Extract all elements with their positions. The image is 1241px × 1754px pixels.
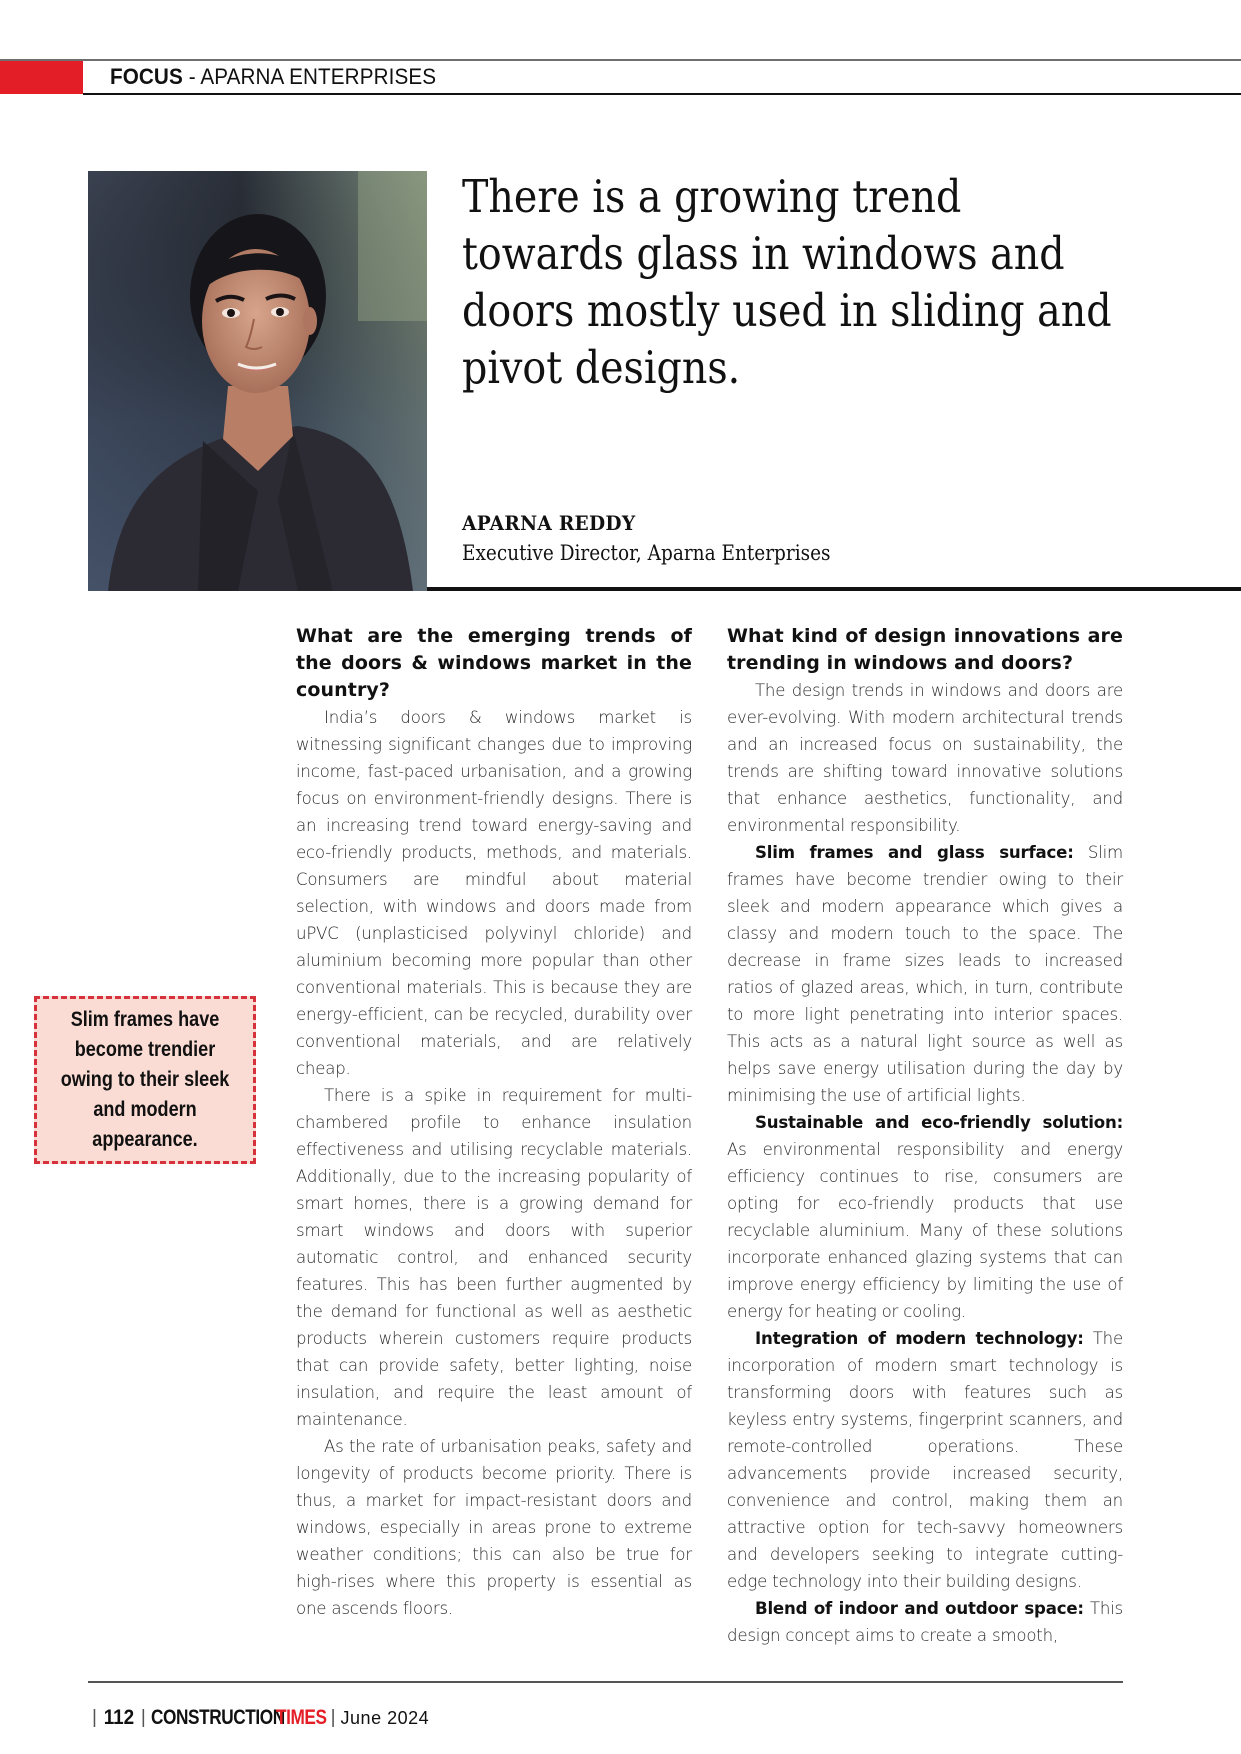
trend-item-text: This design concept aims to create a smooth, xyxy=(727,1599,1123,1645)
trend-item-lead: Sustainable and eco-friendly solution: xyxy=(755,1113,1123,1132)
header-top-rule xyxy=(0,59,1241,61)
footer-separator: | xyxy=(140,1707,146,1728)
question-heading: What kind of design innovations are trending in windows and doors? xyxy=(727,625,1123,674)
trend-item-text: As environmental responsibility and energy efficiency continues to rise, consumers are opting for eco-friendly products that use recyclable aluminium. Many of these solutions incorporate enhanced glazing systems that can improve energy efficiency by limiting the use of energy for heating or cooling. xyxy=(727,1140,1123,1321)
question-heading: What are the emerging trends of the doors & windows market in the country? xyxy=(296,625,692,701)
trend-item-lead: Blend of indoor and outdoor space: xyxy=(755,1599,1084,1618)
body-paragraph: The design trends in windows and doors are ever-evolving. With modern architectural trends and an increased focus on sustainability, the trends are shifting toward innovative solutions that enhance aesthetics, functionality, and environmental responsibility. xyxy=(727,681,1123,835)
issue-date: June 2024 xyxy=(340,1708,430,1728)
author-name: APARNA REDDY xyxy=(462,511,636,535)
page-number: 112 xyxy=(103,1706,135,1729)
section-label: FOCUS xyxy=(110,64,183,89)
section-separator: - xyxy=(182,64,201,89)
footer-rule xyxy=(88,1681,1123,1683)
footer-separator: | xyxy=(330,1707,336,1728)
pull-quote: There is a growing trend towards glass in windows and doors mostly used in sliding and pivot designs. xyxy=(462,170,1112,394)
page-footer xyxy=(87,1706,429,1730)
author-title: Executive Director, Aparna Enterprises xyxy=(462,541,831,565)
trend-item xyxy=(727,839,1123,1109)
author-portrait xyxy=(88,171,427,591)
section-company: APARNA ENTERPRISES xyxy=(200,64,437,89)
publication-name-part2: TIMES xyxy=(275,1706,327,1729)
section-header xyxy=(110,62,436,92)
trend-item-lead: Integration of modern technology: xyxy=(755,1329,1084,1348)
trend-item-lead: Slim frames and glass surface: xyxy=(755,843,1074,862)
author-rule xyxy=(427,587,1241,591)
header-accent-block xyxy=(0,61,83,94)
callout-text: Slim frames have become trendier owing to their sleek and modern appearance. xyxy=(60,1008,230,1151)
trend-item xyxy=(727,1595,1123,1649)
article-column-right xyxy=(727,623,1123,1649)
trend-item xyxy=(727,1109,1123,1325)
trend-item-text: Slim frames have become trendier owing to their sleek and modern appearance which gives a classy and modern touch to the space. The decrease in frame sizes leads to increased ratios of glazed areas, which, in turn, contribute to more light penetrating into interior spaces. This acts as a natural light source as well as helps save energy utilisation during the day by minimising the use of artificial lights. xyxy=(727,843,1123,1105)
publication-name-part1: CONSTRUCTION xyxy=(150,1706,285,1729)
footer-separator: | xyxy=(92,1707,97,1728)
trend-item xyxy=(727,1325,1123,1595)
header-bottom-rule xyxy=(83,93,1241,95)
callout-box xyxy=(34,996,256,1164)
body-paragraph: There is a spike in requirement for multi-chambered profile to enhance insulation effectiveness and utilising recyclable materials. Additionally, due to the increasing popularity of smart homes, there is a growing demand for smart windows and doors with superior automatic control, and enhanced security features. This has been further augmented by the demand for functional as well as aesthetic products wherein customers require products that can provide safety, better lighting, noise insulation, and require the least amount of maintenance. xyxy=(296,1086,692,1429)
body-paragraph: As the rate of urbanisation peaks, safety and longevity of products become priority. There is thus, a market for impact-resistant doors and windows, especially in areas prone to extreme weather conditions; this can also be true for high-rises where this property is essential as one ascends floors. xyxy=(296,1437,692,1618)
trend-item-text: The incorporation of modern smart technology is transforming doors with features such as keyless entry systems, fingerprint scanners, and remote-controlled operations. These advancements provide increased security, convenience and control, making them an attractive option for tech-savvy homeowners and developers seeking to integrate cutting-edge technology into their building designs. xyxy=(727,1329,1123,1591)
body-paragraph: India’s doors & windows market is witnessing significant changes due to improving income, fast-paced urbanisation, and a growing focus on environment-friendly designs. There is an increasing trend toward energy-saving and eco-friendly products, methods, and materials. Consumers are mindful about material selection, with windows and doors made from uPVC (unplasticised polyvinyl chloride) and aluminium becoming more popular than other conventional materials. This is because they are energy-efficient, can be recycled, durability over conventional materials, and are relatively cheap. xyxy=(296,708,692,1078)
portrait-image xyxy=(88,171,427,591)
article-column-left xyxy=(296,623,692,1622)
